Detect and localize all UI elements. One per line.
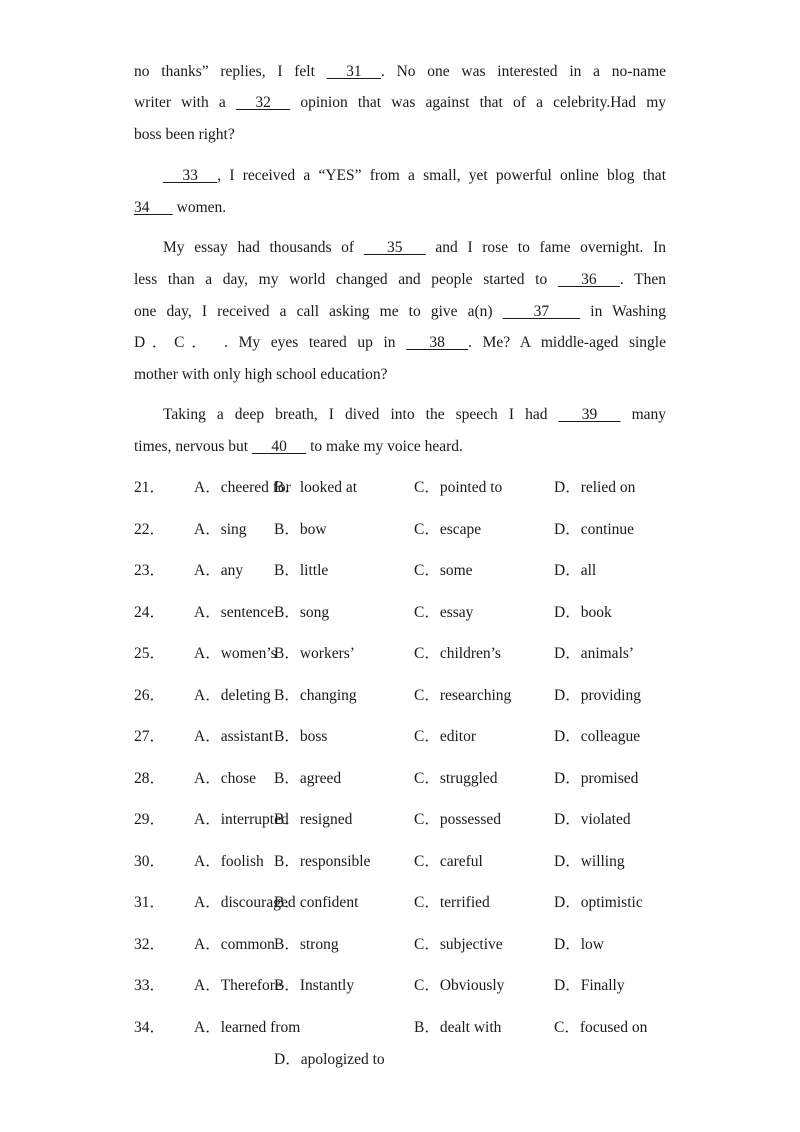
text: writer with a (134, 94, 236, 111)
option-d: D．optimistic (554, 894, 643, 911)
option-c: C．terrified (414, 894, 490, 911)
option-d: D．book (554, 604, 612, 621)
option-d: D．colleague (554, 728, 641, 745)
text: no thanks” replies, I felt (134, 63, 327, 80)
option-a: A．Therefore (194, 977, 282, 994)
option-b: B．changing (274, 687, 357, 704)
text: and I rose to fame overnight. In (425, 239, 666, 256)
option-b: B．Instantly (274, 977, 355, 994)
option-a: A．foolish (194, 853, 264, 870)
passage-line-9 (134, 333, 666, 353)
passage-line-7 (134, 270, 666, 290)
option-a: A．discouraged (194, 894, 296, 911)
option-b: B．resigned (274, 811, 353, 828)
question-22 (134, 519, 694, 541)
option-b: B．bow (274, 521, 327, 538)
option-b: B．workers’ (274, 645, 355, 662)
question-number: 31． (134, 894, 166, 911)
question-26 (134, 685, 694, 707)
blank-39: 39 (558, 406, 621, 423)
passage-line-5 (134, 198, 666, 218)
option-d: D．relied on (554, 479, 636, 496)
option-b: B．looked at (274, 479, 358, 496)
question-30 (134, 851, 694, 873)
option-a: A．any (194, 562, 244, 579)
option-c: C．focused on (554, 1019, 648, 1036)
blank-31: 31 (326, 63, 381, 80)
option-d: D．promised (554, 770, 639, 787)
question-number: 29． (134, 811, 166, 828)
option-d: D．providing (554, 687, 641, 704)
text: Taking a deep breath, I dived into the speech I had (163, 406, 559, 423)
question-number: 26． (134, 687, 166, 704)
option-a: A．assistant (194, 728, 274, 745)
blank-34: 34 (134, 199, 173, 216)
blank-37: 37 (502, 303, 581, 320)
option-c: C．possessed (414, 811, 501, 828)
question-34-continued (134, 1049, 694, 1071)
text: . Then (619, 271, 666, 288)
option-c: C．pointed to (414, 479, 503, 496)
passage-line-10: mother with only high school education? (134, 366, 388, 383)
blank-33: 33 (163, 167, 218, 184)
blank-38: 38 (406, 334, 469, 351)
option-b: B．responsible (274, 853, 371, 870)
question-number: 33． (134, 977, 166, 994)
question-number: 27． (134, 728, 166, 745)
question-27 (134, 726, 694, 748)
blank-35: 35 (363, 239, 426, 256)
blank-32: 32 (235, 94, 291, 111)
question-number: 32． (134, 936, 166, 953)
blank-36: 36 (557, 271, 620, 288)
option-d: D．all (554, 562, 597, 579)
option-c: C．children’s (414, 645, 501, 662)
question-33 (134, 975, 694, 997)
option-d: D．apologized to (274, 1051, 385, 1068)
option-d: D．continue (554, 521, 635, 538)
option-b: B．song (274, 604, 330, 621)
text: times, nervous but (134, 438, 252, 455)
option-a: A．cheered for (194, 479, 291, 496)
option-a: A．women’s (194, 645, 277, 662)
question-number: 30． (134, 853, 166, 870)
question-number: 28． (134, 770, 166, 787)
question-31 (134, 892, 694, 914)
option-b: B．dealt with (414, 1019, 502, 1036)
option-a: A．sentence (194, 604, 275, 621)
text: less than a day, my world changed and people started to (134, 271, 558, 288)
option-c: C．essay (414, 604, 474, 621)
question-34 (134, 1017, 694, 1039)
passage-line-4 (163, 166, 666, 186)
option-a: A．chose (194, 770, 256, 787)
text: one day, I received a call asking me to give a(n) (134, 303, 503, 320)
text: D．C． . My eyes teared up in (134, 334, 407, 351)
text: . No one was interested in a no-name (380, 63, 667, 80)
option-d: D．violated (554, 811, 631, 828)
option-b: B．agreed (274, 770, 342, 787)
text: to make my voice heard. (306, 438, 463, 455)
option-b: B．little (274, 562, 329, 579)
question-21 (134, 477, 694, 499)
text: , I received a “YES” from a small, yet powerful online blog that (217, 167, 666, 184)
option-a: A．interrupted (194, 811, 289, 828)
text: in Washing (580, 303, 666, 320)
text: women. (172, 199, 227, 216)
question-number: 23． (134, 562, 166, 579)
question-number: 25． (134, 645, 166, 662)
passage-line-12 (134, 437, 666, 457)
question-25 (134, 643, 694, 665)
passage-line-11 (163, 405, 666, 425)
option-d: D．willing (554, 853, 625, 870)
passage-line-6 (163, 238, 666, 258)
text: . Me? A middle-aged single (468, 334, 666, 351)
text: many (620, 406, 667, 423)
option-c: C．struggled (414, 770, 498, 787)
option-c: C．Obviously (414, 977, 505, 994)
option-b: B．confident (274, 894, 359, 911)
question-28 (134, 768, 694, 790)
text: My essay had thousands of (163, 239, 364, 256)
option-d: D．Finally (554, 977, 625, 994)
question-29 (134, 809, 694, 831)
option-a: A．sing (194, 521, 247, 538)
blank-40: 40 (251, 438, 307, 455)
option-d: D．animals’ (554, 645, 635, 662)
option-b: B．boss (274, 728, 328, 745)
option-a: A．learned from (194, 1019, 301, 1036)
option-d: D．low (554, 936, 604, 953)
question-number: 24． (134, 604, 166, 621)
option-c: C．subjective (414, 936, 503, 953)
question-32 (134, 934, 694, 956)
text: opinion that was against that of a celebrity.Had my (290, 94, 666, 111)
option-c: C．careful (414, 853, 483, 870)
option-c: C．editor (414, 728, 476, 745)
question-number: 34． (134, 1019, 166, 1036)
option-c: C．researching (414, 687, 512, 704)
question-24 (134, 602, 694, 624)
option-a: A．deleting (194, 687, 271, 704)
option-a: A．common (194, 936, 275, 953)
question-23 (134, 560, 694, 582)
question-number: 21． (134, 479, 166, 496)
question-number: 22． (134, 521, 166, 538)
option-b: B．strong (274, 936, 339, 953)
passage-line-3: boss been right? (134, 126, 235, 143)
option-c: C．some (414, 562, 473, 579)
option-c: C．escape (414, 521, 482, 538)
passage-line-8 (134, 302, 666, 322)
passage-line-1 (134, 62, 666, 82)
passage-line-2 (134, 93, 666, 113)
